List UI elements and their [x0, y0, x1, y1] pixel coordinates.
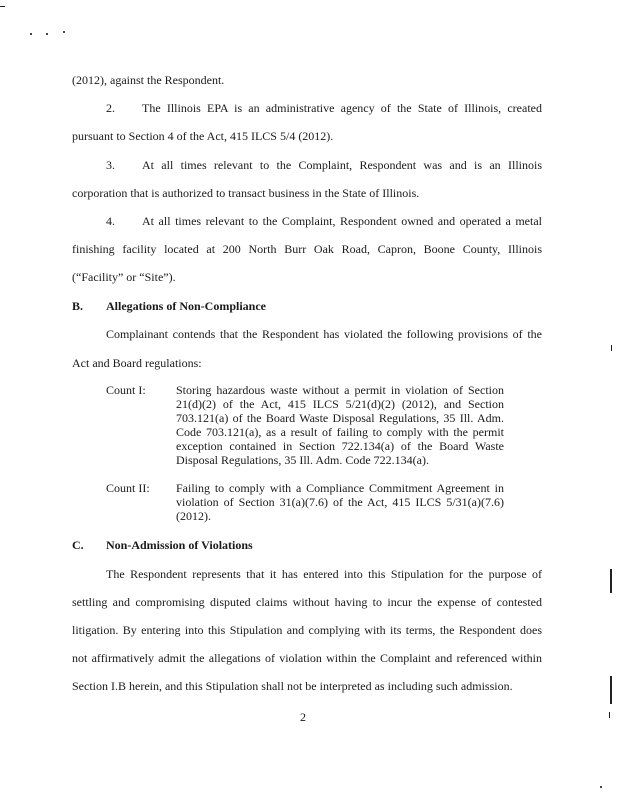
paragraph-2-line-1: The Illinois EPA is an administrative agency of the State of Illinois, created: [142, 101, 542, 115]
paragraph-4-line-3: (“Facility” or “Site”).: [72, 270, 176, 284]
count-2-line: violation of Section 31(a)(7.6) of the Act, 415 ILCS 5/31(a)(7.6): [176, 495, 504, 509]
count-2-label: Count II:: [106, 481, 150, 495]
section-b-intro-line-1: Complainant contends that the Respondent has violated the following provisions of the: [106, 327, 542, 341]
section-c-line-4: not affirmatively admit the allegations of violation within the Complaint and referenced within: [72, 651, 542, 665]
paragraph-3-number: 3.: [106, 158, 115, 172]
section-b-letter: B.: [72, 299, 84, 313]
paragraph-4-line-2: finishing facility located at 200 North Burr Oak Road, Capron, Boone County, Illinois: [72, 242, 542, 256]
scan-mark-right: [609, 712, 610, 718]
section-c-line-2: settling and compromising disputed claims without having to incur the expense of contested: [72, 595, 542, 609]
section-c-line-5: Section I.B herein, and this Stipulation shall not be interpreted as including such admission.: [72, 679, 513, 693]
scan-dot: [46, 33, 48, 35]
scan-mark-right: [610, 676, 612, 704]
section-c-line-3: litigation. By entering into this Stipulation and complying with its terms, the Respondent does: [72, 623, 542, 637]
section-c-letter: C.: [72, 538, 84, 552]
paragraph-3-line-1: At all times relevant to the Complaint, Respondent was and is an Illinois: [142, 158, 542, 172]
paragraph-4-number: 4.: [106, 214, 115, 228]
paragraph-2-number: 2.: [106, 101, 115, 115]
count-1-line: Code 703.121(a), as a result of failing to comply with the permit: [176, 425, 504, 439]
count-2-line: (2012).: [176, 509, 211, 523]
count-2-line: Failing to comply with a Compliance Commitment Agreement in: [176, 481, 504, 495]
paragraph-3-line-2: corporation that is authorized to transact business in the State of Illinois.: [72, 186, 420, 200]
count-1-line: Storing hazardous waste without a permit in violation of Section: [176, 383, 504, 397]
section-c-line-1: The Respondent represents that it has entered into this Stipulation for the purpose of: [106, 567, 542, 581]
scan-dot: [30, 33, 32, 35]
section-c-title: Non-Admission of Violations: [106, 538, 253, 552]
section-b-intro-line-2: Act and Board regulations:: [72, 356, 202, 370]
paragraph-4-line-1: At all times relevant to the Complaint, Respondent owned and operated a metal: [142, 214, 542, 228]
count-1-line: exception contained in Section 722.134(a) of the Board Waste: [176, 439, 504, 453]
count-1-line: 703.121(a) of the Board Waste Disposal Regulations, 35 Ill. Adm.: [176, 411, 504, 425]
paragraph-2-line-2: pursuant to Section 4 of the Act, 415 ILCS 5/4 (2012).: [72, 129, 334, 143]
scan-dot: [600, 786, 602, 788]
count-1-label: Count I:: [106, 383, 146, 397]
scan-mark-right: [611, 345, 612, 351]
count-1-line: Disposal Regulations, 35 Ill. Adm. Code 722.134(a).: [176, 453, 429, 467]
page-number: 2: [300, 710, 306, 724]
section-b-title: Allegations of Non-Compliance: [106, 299, 266, 313]
scan-mark-right: [610, 569, 612, 593]
scan-mark-top-left: [0, 6, 5, 7]
paragraph-1-tail: (2012), against the Respondent.: [72, 73, 225, 87]
count-1-line: 21(d)(2) of the Act, 415 ILCS 5/21(d)(2) (2012), and Section: [176, 397, 504, 411]
scan-dot: [63, 31, 65, 33]
